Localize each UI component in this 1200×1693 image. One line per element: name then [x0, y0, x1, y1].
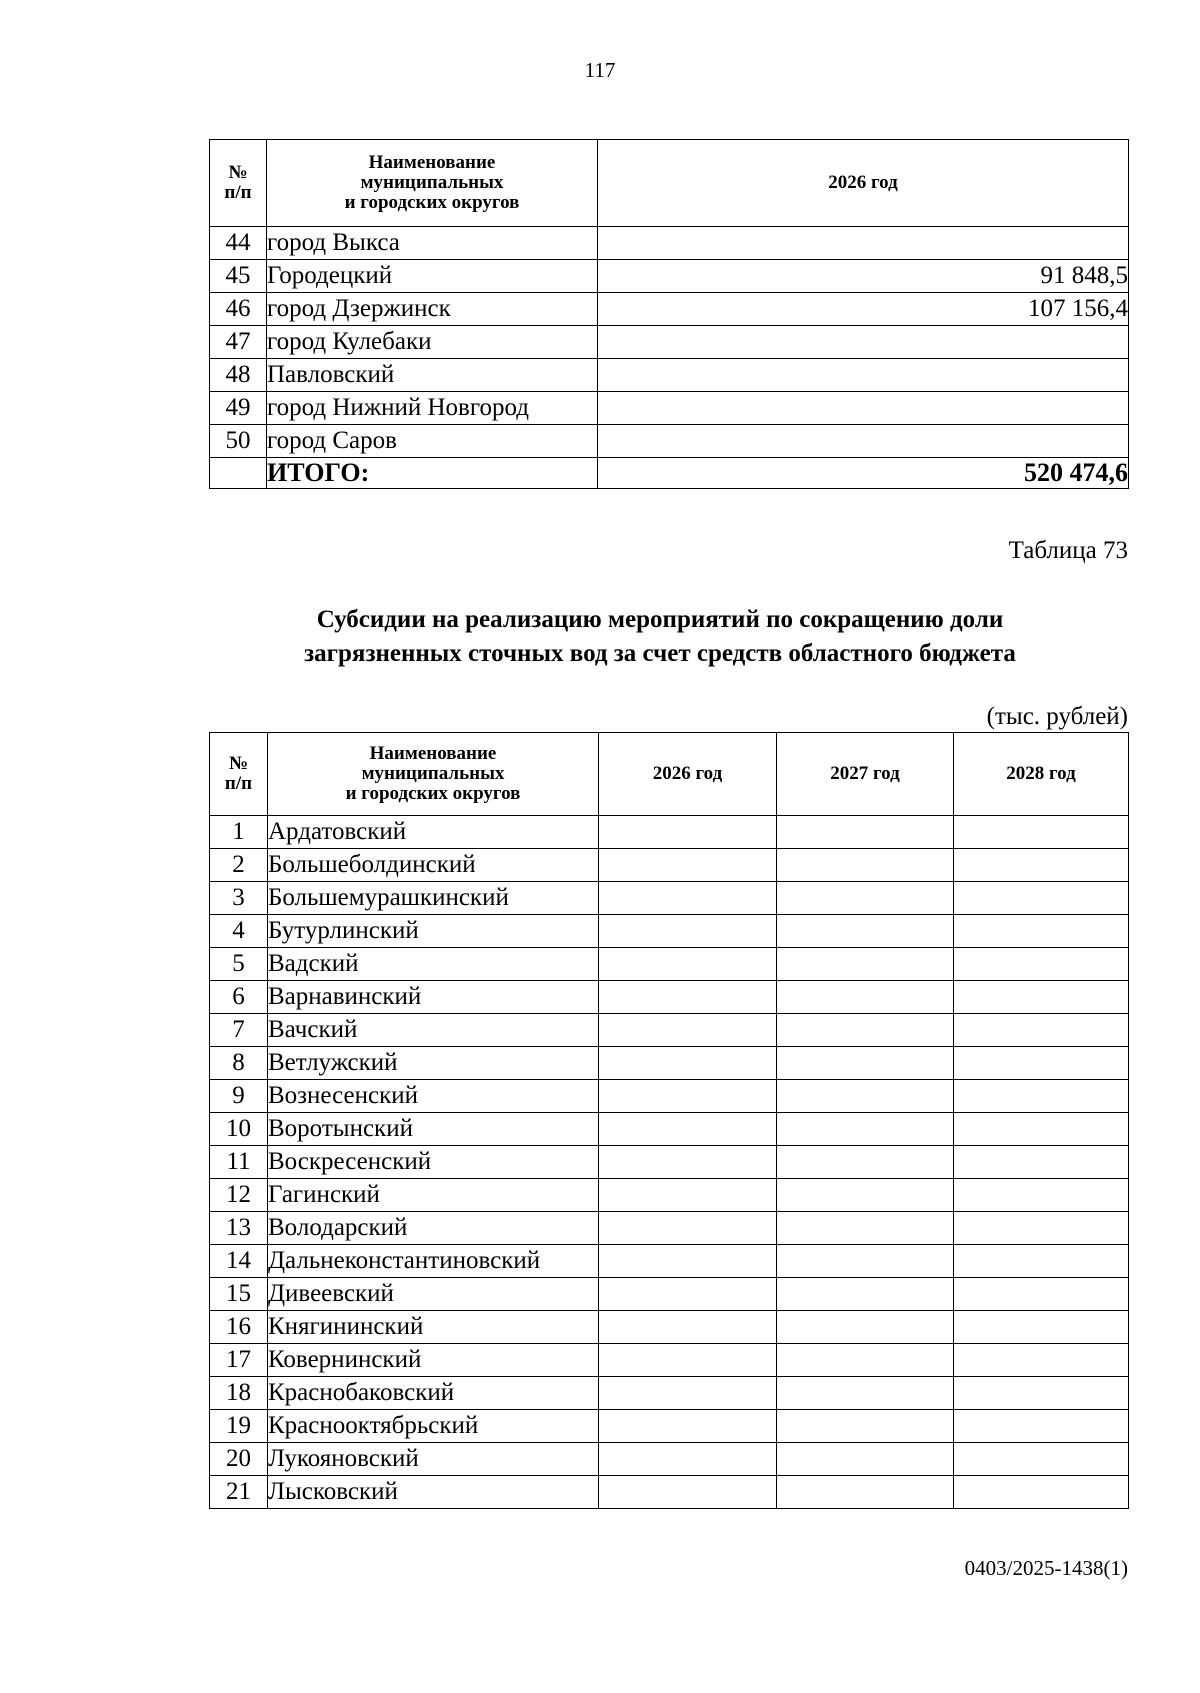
row-number: 48	[210, 359, 267, 392]
subsidies-table-body	[210, 816, 1129, 1509]
value-2028	[954, 816, 1129, 849]
municipality-name: Краснобаковский	[268, 1377, 599, 1410]
column-header-2027: 2027 год	[777, 733, 954, 816]
table-row	[210, 981, 1129, 1014]
value-2028	[954, 1278, 1129, 1311]
total-label: ИТОГО:	[267, 458, 598, 489]
value-2026	[599, 1014, 777, 1047]
table-row	[210, 1377, 1129, 1410]
row-number: 7	[210, 1014, 268, 1047]
value-2027	[777, 915, 954, 948]
value-2027	[777, 1212, 954, 1245]
row-number: 45	[210, 260, 267, 293]
value-2026	[599, 816, 777, 849]
row-number: 5	[210, 948, 268, 981]
municipality-name: Лукояновский	[268, 1443, 599, 1476]
value-2026	[599, 1443, 777, 1476]
value-2028	[954, 948, 1129, 981]
table-row	[210, 1476, 1129, 1509]
table-row	[210, 1443, 1129, 1476]
municipality-name: Варнавинский	[268, 981, 599, 1014]
row-number: 2	[210, 849, 268, 882]
table-row	[210, 359, 1129, 392]
table-label: Таблица 73	[1008, 537, 1128, 564]
table-row	[210, 816, 1129, 849]
table-row	[210, 227, 1129, 260]
row-number: 11	[210, 1146, 268, 1179]
subsidies-table	[209, 732, 1129, 1509]
row-number: 10	[210, 1113, 268, 1146]
value-2026	[598, 326, 1129, 359]
municipality-name: Большеболдинский	[268, 849, 599, 882]
value-2028	[954, 1245, 1129, 1278]
value-2026	[599, 948, 777, 981]
table-row	[210, 326, 1129, 359]
table-row	[210, 293, 1129, 326]
table-header-row	[210, 140, 1129, 227]
value-2026	[599, 882, 777, 915]
row-number: 16	[210, 1311, 268, 1344]
value-2026	[599, 1113, 777, 1146]
value-2026	[599, 1212, 777, 1245]
row-number: 47	[210, 326, 267, 359]
header-line: №	[228, 753, 249, 774]
column-header-2026: 2026 год	[599, 733, 777, 816]
table-row	[210, 1278, 1129, 1311]
table-row	[210, 948, 1129, 981]
value-2026	[599, 1476, 777, 1509]
column-header-name	[267, 140, 598, 227]
value-2027	[777, 1278, 954, 1311]
table-row	[210, 1311, 1129, 1344]
municipality-name: Ветлужский	[268, 1047, 599, 1080]
table-row	[210, 1014, 1129, 1047]
municipality-name: Большемурашкинский	[268, 882, 599, 915]
value-2028	[954, 1443, 1129, 1476]
header-line: муниципальных	[360, 172, 504, 193]
header-line: Наименование	[368, 152, 496, 173]
value-2026	[599, 981, 777, 1014]
value-2026	[599, 1311, 777, 1344]
row-number: 13	[210, 1212, 268, 1245]
table-row	[210, 1047, 1129, 1080]
value-2028	[954, 1146, 1129, 1179]
value-2026	[599, 1245, 777, 1278]
value-2026	[599, 1410, 777, 1443]
table-row	[210, 1344, 1129, 1377]
row-number: 21	[210, 1476, 268, 1509]
row-number: 50	[210, 425, 267, 458]
row-number: 14	[210, 1245, 268, 1278]
value-2027	[777, 1179, 954, 1212]
header-line: п/п	[224, 773, 253, 794]
value-2026	[598, 425, 1129, 458]
column-header-name	[268, 733, 599, 816]
column-header-2026: 2026 год	[598, 140, 1129, 227]
municipality-name: Городецкий	[267, 260, 598, 293]
value-2028	[954, 1344, 1129, 1377]
value-2028	[954, 1377, 1129, 1410]
value-2026: 107 156,4	[598, 293, 1129, 326]
value-2027	[777, 1113, 954, 1146]
value-2026	[599, 1377, 777, 1410]
value-2028	[954, 1080, 1129, 1113]
value-2026	[599, 915, 777, 948]
header-line: Наименование	[369, 743, 497, 764]
municipality-name: Вадский	[268, 948, 599, 981]
section-title-line: загрязненных сточных вод за счет средств областного бюджета	[304, 640, 1016, 667]
municipality-name: Вачский	[268, 1014, 599, 1047]
header-line: №	[228, 162, 248, 183]
value-2026	[598, 392, 1129, 425]
value-2027	[777, 1410, 954, 1443]
value-2028	[954, 1476, 1129, 1509]
row-number: 4	[210, 915, 268, 948]
row-number: 6	[210, 981, 268, 1014]
municipality-name: Воротынский	[268, 1113, 599, 1146]
value-2027	[777, 1245, 954, 1278]
value-2027	[777, 1146, 954, 1179]
municipality-name: Ковернинский	[268, 1344, 599, 1377]
row-number: 15	[210, 1278, 268, 1311]
value-2026	[599, 1278, 777, 1311]
row-number: 46	[210, 293, 267, 326]
value-2027	[777, 849, 954, 882]
value-2028	[954, 849, 1129, 882]
table-row	[210, 1245, 1129, 1278]
value-2027	[777, 1344, 954, 1377]
value-2027	[777, 1443, 954, 1476]
value-2026: 91 848,5	[598, 260, 1129, 293]
value-2027	[777, 1311, 954, 1344]
value-2026	[599, 1179, 777, 1212]
row-number: 3	[210, 882, 268, 915]
table-header-row	[210, 733, 1129, 816]
municipality-name: Воскресенский	[268, 1146, 599, 1179]
municipality-name: город Выкса	[267, 227, 598, 260]
value-2028	[954, 1311, 1129, 1344]
value-2027	[777, 1014, 954, 1047]
municipality-name: Бутурлинский	[268, 915, 599, 948]
municipality-name: город Саров	[267, 425, 598, 458]
units-label: (тыс. рублей)	[986, 703, 1128, 730]
municipality-name: Павловский	[267, 359, 598, 392]
header-line: и городских округов	[345, 783, 521, 804]
value-2027	[777, 1377, 954, 1410]
value-2028	[954, 981, 1129, 1014]
value-2026	[599, 1047, 777, 1080]
value-2027	[777, 948, 954, 981]
municipality-name: Вознесенский	[268, 1080, 599, 1113]
value-2026	[599, 1344, 777, 1377]
value-2028	[954, 1212, 1129, 1245]
table-row	[210, 1212, 1129, 1245]
municipality-name: Княгининский	[268, 1311, 599, 1344]
municipality-name: Краснооктябрьский	[268, 1410, 599, 1443]
allocation-table-continued	[209, 139, 1129, 489]
total-row	[210, 458, 1129, 489]
value-2028	[954, 882, 1129, 915]
value-2027	[777, 816, 954, 849]
municipality-name: Гагинский	[268, 1179, 599, 1212]
value-2028	[954, 1047, 1129, 1080]
section-title-line: Субсидии на реализацию мероприятий по сокращению доли	[316, 606, 1004, 633]
header-line: и городских округов	[344, 192, 520, 213]
value-2026	[599, 849, 777, 882]
table-row	[210, 1410, 1129, 1443]
row-number: 1	[210, 816, 268, 849]
value-2028	[954, 1014, 1129, 1047]
table-row	[210, 1146, 1129, 1179]
municipality-name: Володарский	[268, 1212, 599, 1245]
row-number: 20	[210, 1443, 268, 1476]
municipality-name: Лысковский	[268, 1476, 599, 1509]
table-row	[210, 1080, 1129, 1113]
total-number-cell	[210, 458, 267, 489]
value-2026	[599, 1080, 777, 1113]
municipality-name: город Нижний Новгород	[267, 392, 598, 425]
value-2027	[777, 1047, 954, 1080]
table-row	[210, 392, 1129, 425]
row-number: 18	[210, 1377, 268, 1410]
row-number: 9	[210, 1080, 268, 1113]
column-header-2028: 2028 год	[954, 733, 1129, 816]
header-line: муниципальных	[361, 763, 505, 784]
value-2027	[777, 1080, 954, 1113]
document-code: 0403/2025-1438(1)	[964, 1556, 1128, 1580]
municipality-name: город Дзержинск	[267, 293, 598, 326]
value-2027	[777, 1476, 954, 1509]
row-number: 8	[210, 1047, 268, 1080]
value-2026	[598, 359, 1129, 392]
table-row	[210, 260, 1129, 293]
table-row	[210, 1113, 1129, 1146]
value-2028	[954, 1179, 1129, 1212]
value-2026	[599, 1146, 777, 1179]
row-number: 12	[210, 1179, 268, 1212]
row-number: 44	[210, 227, 267, 260]
table-row	[210, 1179, 1129, 1212]
value-2027	[777, 981, 954, 1014]
table-row	[210, 915, 1129, 948]
value-2027	[777, 882, 954, 915]
column-header-number	[210, 140, 267, 227]
value-2028	[954, 915, 1129, 948]
value-2028	[954, 1113, 1129, 1146]
table-row	[210, 882, 1129, 915]
row-number: 17	[210, 1344, 268, 1377]
page-number: 117	[584, 58, 616, 82]
row-number: 19	[210, 1410, 268, 1443]
total-value: 520 474,6	[598, 458, 1129, 489]
table-row	[210, 849, 1129, 882]
row-number: 49	[210, 392, 267, 425]
municipality-name: Дальнеконстантиновский	[268, 1245, 599, 1278]
municipality-name: город Кулебаки	[267, 326, 598, 359]
section-title	[0, 603, 1200, 671]
value-2026	[598, 227, 1129, 260]
column-header-number	[210, 733, 268, 816]
value-2028	[954, 1410, 1129, 1443]
municipality-name: Ардатовский	[268, 816, 599, 849]
header-line: п/п	[224, 182, 252, 203]
table-row	[210, 425, 1129, 458]
municipality-name: Дивеевский	[268, 1278, 599, 1311]
